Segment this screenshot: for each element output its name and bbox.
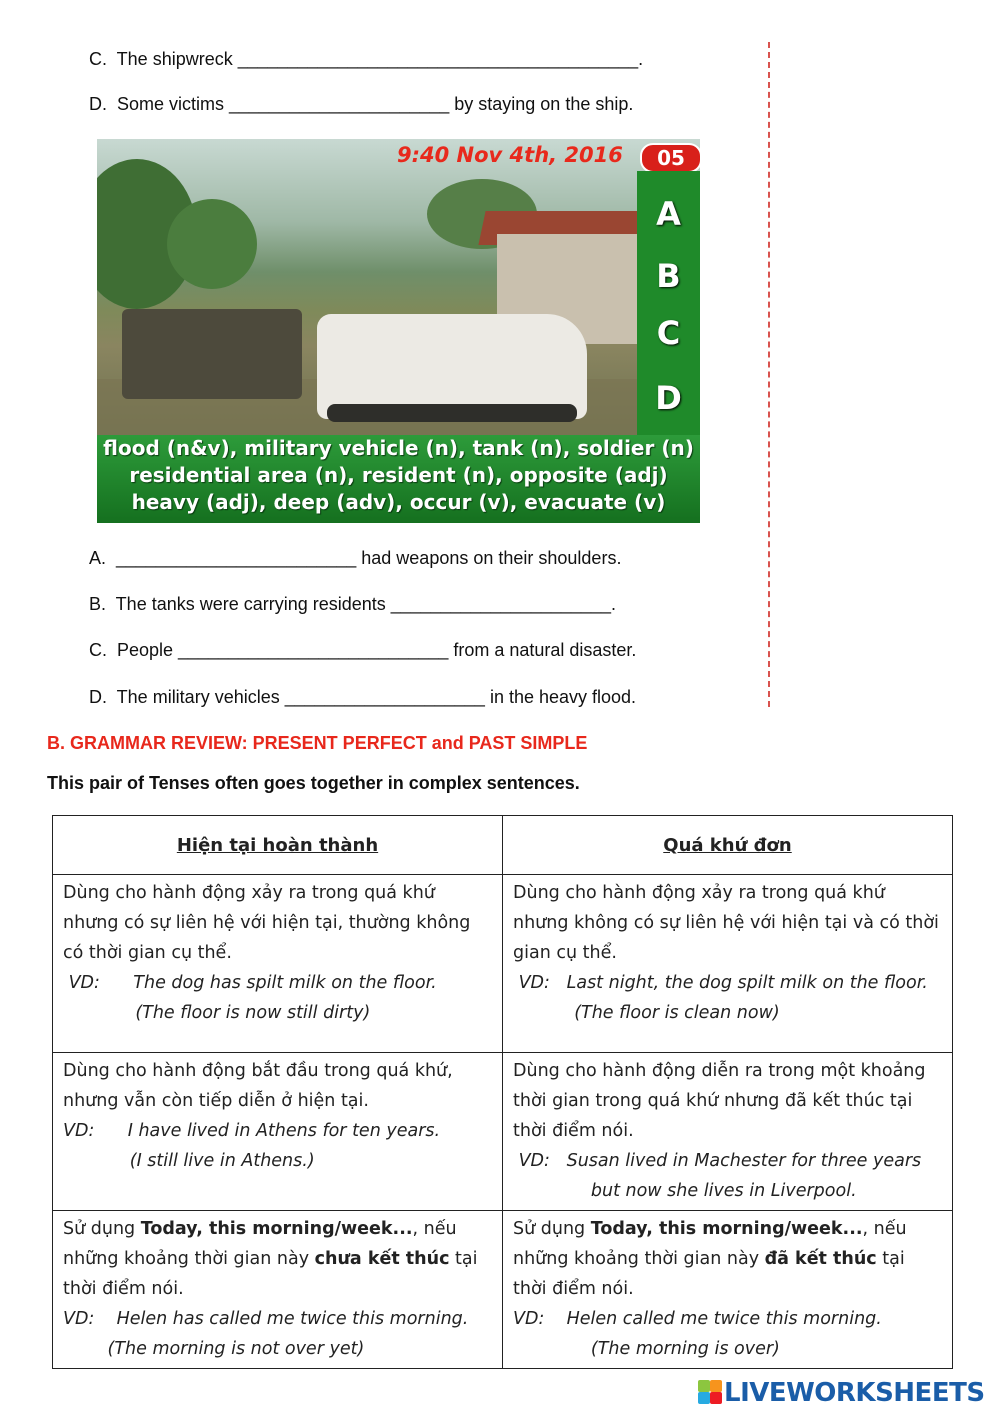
flood-photo: [97, 139, 700, 523]
vocabulary-box: [97, 435, 700, 523]
vocab-line: residential area (n), resident (n), opposite (adj): [129, 463, 668, 487]
header-present-perfect: Hiện tại hoàn thành: [53, 816, 503, 875]
intro-text: This pair of Tenses often goes together in complex sentences.: [47, 773, 580, 793]
question-c-shipwreck: C. The shipwreck ________________________________________.: [89, 49, 644, 69]
table-row: [53, 875, 953, 1053]
logo-text: LIVEWORKSHEETS: [724, 1378, 985, 1408]
flood-scene: [97, 139, 700, 435]
vocab-line: heavy (adj), deep (adv), occur (v), evacuate (v): [131, 490, 666, 514]
header-past-simple: Quá khứ đơn: [503, 816, 953, 875]
table-row: [53, 1053, 953, 1211]
number-badge: 05: [640, 143, 700, 173]
date-stamp: 9:40 Nov 4th, 2016: [397, 143, 623, 167]
question-a: A. ________________________ had weapons on their shoulders.: [89, 548, 622, 568]
letter-a: A: [656, 195, 681, 233]
question-d: D. The military vehicles ____________________ in the heavy flood.: [89, 687, 637, 707]
table-cell: Dùng cho hành động bắt đầu trong quá khứ, nhưng vẫn còn tiếp diễn ở hiện tại. VD: I have lived in Athens for ten years. (I still live in Athens.): [53, 1053, 503, 1211]
letter-bar: [637, 171, 700, 435]
question-c: C. People ___________________________ from a natural disaster.: [89, 640, 637, 660]
question-d-victims: D. Some victims ______________________ by staying on the ship.: [89, 94, 634, 114]
letter-b: B: [656, 257, 681, 295]
table-cell: Dùng cho hành động xảy ra trong quá khứ nhưng có sự liên hệ với hiện tại, thường không có thời gian cụ thể. VD: The dog has spilt milk on the floor. (The floor is now still dirty): [53, 875, 503, 1053]
table-header-row: [53, 816, 953, 875]
table-row: [53, 1211, 953, 1369]
letter-c: C: [656, 314, 681, 352]
table-cell: Dùng cho hành động xảy ra trong quá khứ nhưng không có sự liên hệ với hiện tại và có thời gian cụ thể. VD: Last night, the dog spilt milk on the floor. (The floor is clean now): [503, 875, 953, 1053]
vocab-line: flood (n&v), military vehicle (n), tank (n), soldier (n): [103, 436, 694, 460]
table-cell: Dùng cho hành động diễn ra trong một khoảng thời gian trong quá khứ nhưng đã kết thúc tại thời điểm nói. VD: Susan lived in Machester for three years but now she lives in Liverpool.: [503, 1053, 953, 1211]
letter-d: D: [655, 379, 682, 417]
grammar-table: [52, 815, 953, 1369]
table-cell: Sử dụng Today, this morning/week..., nếu những khoảng thời gian này đã kết thúc tại thời điểm nói. VD: Helen called me twice this morning. (The morning is over): [503, 1211, 953, 1369]
question-b: B. The tanks were carrying residents ______________________.: [89, 594, 617, 614]
table-cell: Sử dụng Today, this morning/week..., nếu những khoảng thời gian này chưa kết thúc tại thời điểm nói. VD: Helen has called me twice this morning. (The morning is not over yet): [53, 1211, 503, 1369]
cut-line: [768, 42, 770, 707]
military-vehicle: [122, 309, 302, 399]
logo-icon: [698, 1380, 722, 1404]
section-title: B. GRAMMAR REVIEW: PRESENT PERFECT and PAST SIMPLE: [47, 733, 588, 753]
